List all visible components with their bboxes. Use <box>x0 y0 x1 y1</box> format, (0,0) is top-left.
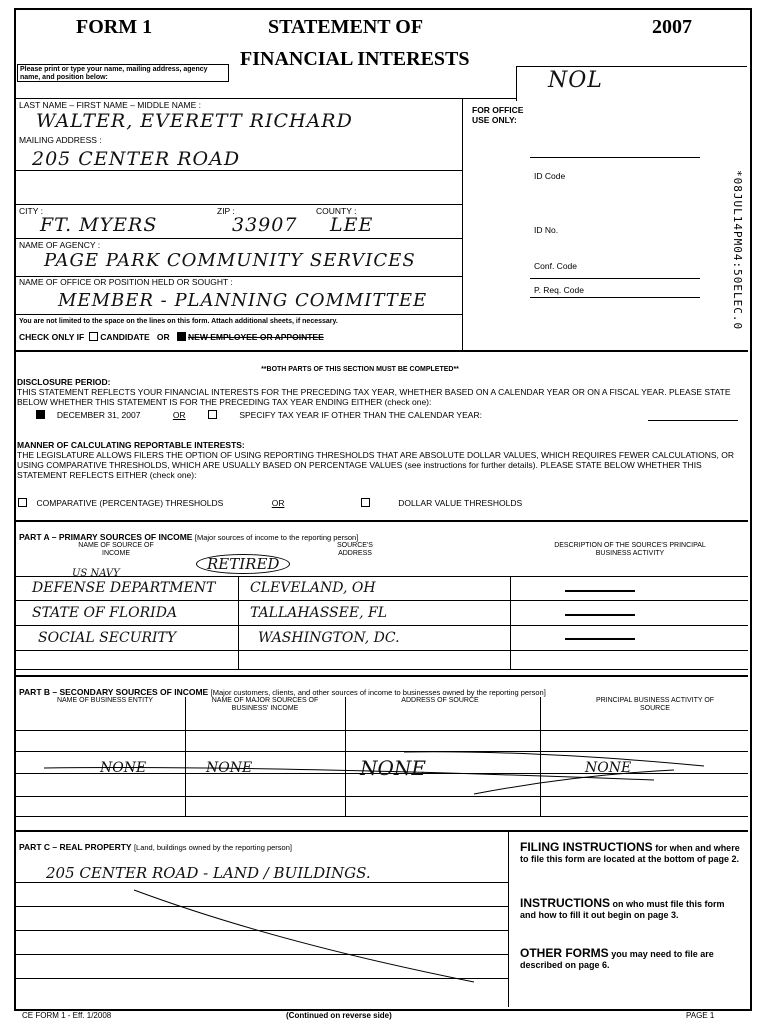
rule-preq <box>530 297 700 298</box>
filing-instructions <box>520 842 742 865</box>
instructions-text: on who must file this form and how to fill it out begin on page 3. <box>520 899 725 920</box>
dollar-label: DOLLAR VALUE THRESHOLDS <box>398 498 523 508</box>
manner-title: MANNER OF CALCULATING REPORTABLE INTERESTS: <box>17 440 245 450</box>
name-label: LAST NAME – FIRST NAME – MIDDLE NAME : <box>19 100 202 110</box>
county-value: LEE <box>330 214 374 236</box>
disclosure-period-title: DISCLOSURE PERIOD: <box>17 377 111 387</box>
part-a-subtitle: [Major sources of income to the reporting person] <box>194 533 359 542</box>
specify-line <box>648 420 738 421</box>
other-forms-heading: OTHER FORMS <box>520 946 609 960</box>
new-employee-checkbox[interactable] <box>177 332 186 341</box>
part-b-col2-header: NAME OF MAJOR SOURCES OF BUSINESS' INCOME <box>211 697 319 712</box>
id-code-label: ID Code <box>534 171 566 181</box>
print-instructions: Please print or type your name, mailing address, agency name, and position below: <box>17 64 229 82</box>
part-a-col2-header: SOURCE'S ADDRESS <box>337 542 373 557</box>
part-c-divider <box>508 832 509 1007</box>
both-parts-note: **BOTH PARTS OF THIS SECTION MUST BE COMPLETED** <box>261 366 459 373</box>
how-to-instructions <box>520 898 742 921</box>
part-a-title: PART A – PRIMARY SOURCES OF INCOME <box>19 532 193 542</box>
part-a-row3-name: SOCIAL SECURITY <box>38 630 177 646</box>
rule-city <box>14 238 462 239</box>
or-label: OR <box>156 332 170 342</box>
part-a-row-rule-4 <box>14 669 748 670</box>
zip-value: 33907 <box>232 214 298 236</box>
part-b-none-2: NONE <box>206 760 253 776</box>
part-a-col-rule-1 <box>238 576 239 669</box>
check-only-label: CHECK ONLY IF <box>19 332 85 342</box>
footer-continued: (Continued on reverse side) <box>286 1011 392 1020</box>
specify-label: SPECIFY TAX YEAR IF OTHER THAN THE CALENDAR YEAR: <box>239 410 482 420</box>
part-a-col3-header: DESCRIPTION OF THE SOURCE'S PRINCIPAL BUSINESS ACTIVITY <box>554 542 706 557</box>
office-label: NAME OF OFFICE OR POSITION HELD OR SOUGHT : <box>19 277 233 287</box>
part-c-title: PART C – REAL PROPERTY <box>19 842 132 852</box>
part-a-row-rule-2 <box>14 625 748 626</box>
section-divider-2 <box>14 520 748 522</box>
part-a-row-rule-1 <box>14 600 748 601</box>
comparative-checkbox[interactable] <box>18 498 27 507</box>
check-only-row <box>19 332 324 342</box>
disclosure-period-text: THIS STATEMENT REFLECTS YOUR FINANCIAL INTERESTS FOR THE PRECEDING TAX YEAR, WHETHER BASED ON A CALENDAR YEAR OR ON A FISCAL YEAR. PLEASE STATE BELOW WHETHER THIS STATEMENT IS FOR THE PRECEDING TAX YEAR ENDING EITHER (check one): <box>17 387 731 407</box>
part-b-row-rule-4 <box>14 816 748 817</box>
part-b-col4-header: PRINCIPAL BUSINESS ACTIVITY OF SOURCE <box>595 697 715 712</box>
filing-text: for when and where to file this form are located at the bottom of page 2. <box>520 843 740 864</box>
part-b-col1-header: NAME OF BUSINESS ENTITY <box>56 697 154 704</box>
part-a-row-rule-3 <box>14 650 748 651</box>
name-value: WALTER, EVERETT RICHARD <box>36 110 353 132</box>
period-or: OR <box>172 410 186 420</box>
office-use-title: FOR OFFICE USE ONLY: <box>472 105 524 125</box>
county-label: COUNTY : <box>316 206 357 216</box>
footer-page: PAGE 1 <box>686 1011 715 1020</box>
part-a-dash-3 <box>565 638 635 640</box>
part-a-row1-address: CLEVELAND, OH <box>250 580 376 596</box>
city-value: FT. MYERS <box>40 214 158 236</box>
stamp-nol: NOL <box>548 68 603 93</box>
mailing-value: 205 CENTER ROAD <box>32 148 241 170</box>
part-a-col-rule-2 <box>510 576 511 669</box>
agency-value: PAGE PARK COMMUNITY SERVICES <box>44 250 416 271</box>
part-a-row2-address: TALLAHASSEE, FL <box>250 605 387 621</box>
specify-checkbox[interactable] <box>208 410 217 419</box>
space-note: You are not limited to the space on the lines on this form. Attach additional sheets, if necessary. <box>19 318 338 325</box>
threshold-choice-row <box>18 498 738 508</box>
filing-heading: FILING INSTRUCTIONS <box>520 840 653 854</box>
form-number: FORM 1 <box>76 16 153 38</box>
city-label: CITY : <box>19 206 43 216</box>
period-choice-row <box>36 410 736 420</box>
dollar-checkbox[interactable] <box>361 498 370 507</box>
part-a-row3-address: WASHINGTON, DC. <box>258 630 400 646</box>
candidate-label: CANDIDATE <box>100 332 150 342</box>
office-value: MEMBER - PLANNING COMMITTEE <box>58 290 428 311</box>
part-c-subtitle: [Land, buildings owned by the reporting person] <box>133 843 292 852</box>
part-b-none-4: NONE <box>585 760 632 776</box>
form-title-line1: STATEMENT OF <box>268 16 424 38</box>
section-divider-4 <box>14 830 748 832</box>
conf-code-label: Conf. Code <box>534 261 577 271</box>
form-year: 2007 <box>652 16 692 38</box>
part-b-none-3: NONE <box>360 756 426 780</box>
part-a-row1-note: US NAVY <box>72 568 120 579</box>
part-b-none-1: NONE <box>100 760 147 776</box>
dec31-checkbox[interactable] <box>36 410 45 419</box>
section-divider-1 <box>14 350 748 352</box>
part-a-row1-name: DEFENSE DEPARTMENT <box>32 580 216 596</box>
candidate-checkbox[interactable] <box>89 332 98 341</box>
part-c-strike-line <box>14 882 508 992</box>
part-c-value: 205 CENTER ROAD - LAND / BUILDINGS. <box>46 864 371 882</box>
id-no-label: ID No. <box>534 225 559 235</box>
zip-label: ZIP : <box>217 206 235 216</box>
footer-form-id: CE FORM 1 - Eff. 1/2008 <box>22 1011 112 1020</box>
part-b-col3-header: ADDRESS OF SOURCE <box>401 697 479 704</box>
p-req-code-label: P. Req. Code <box>534 285 584 295</box>
part-b-subtitle: [Major customers, clients, and other sources of income to businesses owned by the reporting person] <box>210 688 546 697</box>
part-a-row-rule-0 <box>14 576 748 577</box>
part-a-dash-2 <box>565 614 635 616</box>
section-divider-3 <box>14 675 748 677</box>
form-title-line2: FINANCIAL INTERESTS <box>240 48 470 70</box>
received-stamp: *08JUL14PM04:50ELEC.0 <box>731 170 744 331</box>
rule-office <box>14 314 462 315</box>
part-b-title: PART B – SECONDARY SOURCES OF INCOME <box>19 687 209 697</box>
other-forms-text: you may need to file are described on page 6. <box>520 949 714 970</box>
rule-confcode <box>530 278 700 279</box>
rule-idcode <box>530 157 700 158</box>
rule-addr2 <box>14 204 462 205</box>
part-a-row2-name: STATE OF FLORIDA <box>32 605 178 621</box>
part-a-retired: RETIRED <box>196 554 290 574</box>
instructions-heading: INSTRUCTIONS <box>520 896 610 910</box>
threshold-or: OR <box>271 498 285 508</box>
part-a-dash-1 <box>565 590 635 592</box>
part-c-title-row <box>19 842 292 853</box>
part-a-col1-header: NAME OF SOURCE OF INCOME <box>78 542 154 557</box>
agency-label: NAME OF AGENCY : <box>19 240 101 250</box>
office-use-divider <box>462 98 463 350</box>
dec31-label: DECEMBER 31, 2007 <box>56 410 141 420</box>
comparative-label: COMPARATIVE (PERCENTAGE) THRESHOLDS <box>36 498 224 508</box>
part-b-strike-lines <box>14 730 748 816</box>
new-employee-label: NEW EMPLOYEE OR APPOINTEE <box>188 332 324 342</box>
other-forms <box>520 948 742 971</box>
rule-addr1 <box>14 170 462 171</box>
part-a-title-row <box>19 532 358 543</box>
manner-text: THE LEGISLATURE ALLOWS FILERS THE OPTION OF USING REPORTING THRESHOLDS THAT ARE ABSOLUTE DOLLAR VALUES, WHICH REQUIRES FEWER CALCULATIONS, OR USING COMPARATIVE THRESHOLDS, WHICH ARE USUALLY BASED ON PERCENTAGE VALUES (see instructions for further details). PLEASE STATE BELOW WHETHER THIS STATEMENT REFLECTS EITHER (check one): <box>17 450 734 480</box>
mailing-label: MAILING ADDRESS : <box>19 135 102 145</box>
header-divider <box>14 98 516 99</box>
